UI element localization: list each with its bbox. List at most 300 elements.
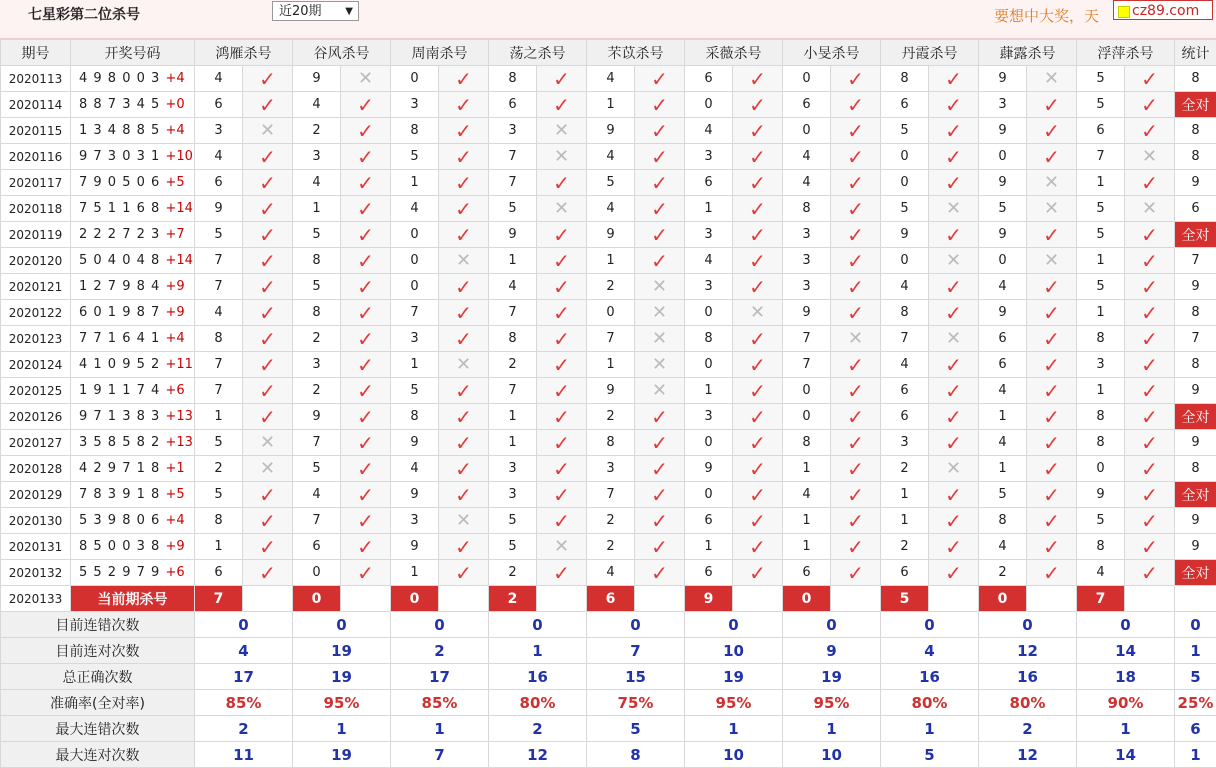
kill-number-cell: 7 (195, 378, 243, 404)
issue-cell: 2020116 (1, 144, 71, 170)
check-icon: ✓ (651, 144, 668, 169)
stat-cell: 8 (1175, 352, 1216, 378)
check-icon: ✓ (259, 144, 276, 169)
kill-number-cell: 5 (293, 274, 341, 300)
result-mark-cell (929, 300, 979, 326)
check-icon: ✓ (455, 326, 472, 351)
result-mark-cell (1027, 170, 1077, 196)
cross-icon: ✕ (259, 432, 276, 453)
result-mark-cell (439, 560, 489, 586)
column-header: 统计 (1175, 40, 1216, 66)
cross-icon: ✕ (1043, 68, 1060, 89)
cross-icon: ✕ (455, 354, 472, 375)
check-icon: ✓ (357, 404, 374, 429)
issue-cell: 2020122 (1, 300, 71, 326)
column-header: 采薇杀号 (685, 40, 783, 66)
result-mark-cell (831, 430, 881, 456)
result-mark-cell (341, 326, 391, 352)
kill-number-cell: 9 (391, 430, 439, 456)
kill-number-cell: 8 (489, 66, 537, 92)
kill-number-cell: 9 (783, 300, 831, 326)
kill-number-cell: 8 (1077, 430, 1125, 456)
kill-number-cell: 2 (881, 534, 929, 560)
check-icon: ✓ (357, 170, 374, 195)
site-logo[interactable] (1113, 0, 1213, 20)
draw-numbers-cell (71, 378, 195, 404)
column-header: 蕼露杀号 (979, 40, 1077, 66)
result-mark-cell (341, 118, 391, 144)
check-icon: ✓ (1141, 92, 1158, 117)
table-row (1, 222, 1216, 248)
kill-number-cell: 2 (489, 560, 537, 586)
check-icon: ✓ (553, 274, 570, 299)
result-mark-cell (537, 352, 587, 378)
cross-icon: ✕ (651, 354, 668, 375)
table-row (1, 170, 1216, 196)
summary-value: 2 (979, 716, 1077, 742)
kill-number-cell: 9 (391, 534, 439, 560)
result-mark-cell (635, 118, 685, 144)
cross-icon: ✕ (1043, 198, 1060, 219)
column-header: 开奖号码 (71, 40, 195, 66)
draw-digits: 4 2 9 7 1 8 (79, 461, 161, 476)
summary-value: 9 (783, 638, 881, 664)
draw-numbers-cell (71, 560, 195, 586)
check-icon: ✓ (749, 456, 766, 481)
kill-number-cell: 8 (195, 326, 243, 352)
result-mark-cell (831, 92, 881, 118)
check-icon: ✓ (847, 66, 864, 91)
kill-number-cell: 7 (783, 326, 831, 352)
check-icon: ✓ (945, 560, 962, 585)
issue-cell: 2020123 (1, 326, 71, 352)
check-icon: ✓ (945, 144, 962, 169)
check-icon: ✓ (651, 560, 668, 585)
kill-number-cell: 2 (587, 274, 635, 300)
result-mark-cell (537, 430, 587, 456)
summary-value: 16 (881, 664, 979, 690)
result-mark-cell (831, 300, 881, 326)
check-icon: ✓ (1141, 534, 1158, 559)
kill-number-cell: 4 (391, 196, 439, 222)
chevron-down-icon: ▼ (345, 6, 353, 17)
check-icon: ✓ (553, 430, 570, 455)
kill-number-cell: 7 (489, 300, 537, 326)
summary-value: 0 (489, 612, 587, 638)
summary-value: 2 (391, 638, 489, 664)
result-mark-cell (733, 482, 783, 508)
kill-number-cell: 6 (685, 66, 733, 92)
kill-number-cell: 8 (195, 508, 243, 534)
issue-cell: 2020117 (1, 170, 71, 196)
kill-number-cell: 9 (391, 482, 439, 508)
issue-cell: 2020125 (1, 378, 71, 404)
check-icon: ✓ (357, 274, 374, 299)
kill-number-cell: 3 (489, 456, 537, 482)
result-mark-cell (243, 66, 293, 92)
result-mark-cell (1125, 456, 1175, 482)
result-mark-cell (439, 274, 489, 300)
column-header: 荡之杀号 (489, 40, 587, 66)
result-mark-cell (439, 326, 489, 352)
result-mark-cell (341, 170, 391, 196)
kill-number-cell: 8 (783, 430, 831, 456)
check-icon: ✓ (455, 404, 472, 429)
result-mark-cell (1027, 248, 1077, 274)
check-icon: ✓ (847, 196, 864, 221)
summary-row (1, 612, 1216, 638)
draw-digits: 1 2 7 9 8 4 (79, 279, 161, 294)
kill-number-cell: 4 (783, 144, 831, 170)
kill-number-cell: 6 (685, 170, 733, 196)
summary-value: 0 (783, 612, 881, 638)
result-mark-cell (1027, 352, 1077, 378)
cross-icon: ✕ (945, 250, 962, 271)
kill-number-cell: 5 (195, 430, 243, 456)
current-kill-number: 5 (881, 586, 929, 612)
issue-cell: 2020127 (1, 430, 71, 456)
check-icon: ✓ (1043, 404, 1060, 429)
check-icon: ✓ (455, 482, 472, 507)
summary-value: 90% (1077, 690, 1175, 716)
check-icon: ✓ (651, 118, 668, 143)
kill-number-cell: 0 (685, 482, 733, 508)
result-mark-cell (831, 66, 881, 92)
check-icon: ✓ (749, 560, 766, 585)
draw-sum: +7 (165, 227, 185, 242)
summary-row (1, 664, 1216, 690)
draw-sum: +1 (165, 461, 185, 476)
check-icon: ✓ (455, 170, 472, 195)
check-icon: ✓ (847, 144, 864, 169)
cross-icon: ✕ (651, 302, 668, 323)
draw-sum: +5 (165, 487, 185, 502)
check-icon: ✓ (945, 482, 962, 507)
result-mark-cell (341, 404, 391, 430)
check-icon: ✓ (945, 118, 962, 143)
kill-number-cell: 1 (979, 456, 1027, 482)
check-icon: ✓ (1043, 456, 1060, 481)
kill-number-cell: 6 (783, 92, 831, 118)
draw-digits: 2 2 2 7 2 3 (79, 227, 161, 242)
kill-number-cell: 4 (979, 534, 1027, 560)
stat-cell: 9 (1175, 274, 1216, 300)
result-mark-cell (635, 352, 685, 378)
draw-digits: 5 5 2 9 7 9 (79, 565, 161, 580)
result-mark-cell (733, 248, 783, 274)
logo-text: cz89.com (1132, 3, 1200, 19)
result-mark-cell (439, 352, 489, 378)
check-icon: ✓ (455, 222, 472, 247)
result-mark-cell (537, 482, 587, 508)
kill-number-cell: 0 (783, 378, 831, 404)
result-mark-cell (243, 378, 293, 404)
kill-number-cell: 7 (195, 352, 243, 378)
result-mark-cell (341, 92, 391, 118)
result-mark-cell (243, 352, 293, 378)
result-mark-cell (537, 534, 587, 560)
period-select[interactable] (272, 1, 359, 21)
summary-value: 10 (685, 742, 783, 768)
result-mark-cell (635, 66, 685, 92)
cross-icon: ✕ (455, 250, 472, 271)
kill-number-cell: 3 (685, 404, 733, 430)
result-mark-cell (243, 560, 293, 586)
kill-number-cell: 1 (587, 92, 635, 118)
kill-number-table (0, 39, 1216, 768)
summary-value: 10 (783, 742, 881, 768)
summary-value: 19 (783, 664, 881, 690)
check-icon: ✓ (651, 456, 668, 481)
summary-value: 8 (587, 742, 685, 768)
check-icon: ✓ (945, 66, 962, 91)
kill-number-cell: 3 (685, 222, 733, 248)
check-icon: ✓ (455, 196, 472, 221)
check-icon: ✓ (1141, 170, 1158, 195)
summary-label: 最大连错次数 (1, 716, 195, 742)
summary-value: 1 (1175, 638, 1216, 664)
check-icon: ✓ (847, 300, 864, 325)
check-icon: ✓ (749, 274, 766, 299)
check-icon: ✓ (455, 300, 472, 325)
check-icon: ✓ (357, 352, 374, 377)
kill-number-cell: 1 (195, 534, 243, 560)
result-mark-cell (537, 560, 587, 586)
table-row (1, 92, 1216, 118)
issue-cell: 2020113 (1, 66, 71, 92)
check-icon: ✓ (1043, 326, 1060, 351)
check-icon: ✓ (1043, 534, 1060, 559)
kill-number-cell: 1 (391, 170, 439, 196)
draw-numbers-cell (71, 534, 195, 560)
kill-number-cell: 3 (391, 508, 439, 534)
issue-cell: 2020121 (1, 274, 71, 300)
kill-number-cell: 9 (489, 222, 537, 248)
table-row (1, 274, 1216, 300)
issue-cell: 2020124 (1, 352, 71, 378)
result-mark-cell (439, 248, 489, 274)
result-mark-cell (537, 300, 587, 326)
kill-number-cell: 1 (685, 196, 733, 222)
result-mark-cell (831, 378, 881, 404)
issue-cell: 2020131 (1, 534, 71, 560)
check-icon: ✓ (945, 508, 962, 533)
result-mark-cell (537, 66, 587, 92)
result-mark-cell (831, 482, 881, 508)
stat-cell: 8 (1175, 456, 1216, 482)
kill-number-cell: 7 (293, 508, 341, 534)
kill-number-cell: 5 (881, 196, 929, 222)
check-icon: ✓ (847, 482, 864, 507)
summary-value: 11 (195, 742, 293, 768)
empty-cell (1125, 586, 1175, 612)
kill-number-cell: 9 (979, 170, 1027, 196)
check-icon: ✓ (553, 404, 570, 429)
draw-digits: 8 5 0 0 3 8 (79, 539, 161, 554)
kill-number-cell: 6 (881, 560, 929, 586)
current-kill-number: 6 (587, 586, 635, 612)
kill-number-cell: 1 (685, 378, 733, 404)
result-mark-cell (439, 404, 489, 430)
check-icon: ✓ (455, 144, 472, 169)
check-icon: ✓ (1043, 222, 1060, 247)
kill-number-cell: 8 (391, 118, 439, 144)
summary-value: 0 (293, 612, 391, 638)
summary-value: 95% (685, 690, 783, 716)
issue-cell: 2020130 (1, 508, 71, 534)
summary-label: 目前连错次数 (1, 612, 195, 638)
summary-value: 0 (391, 612, 489, 638)
check-icon: ✓ (945, 404, 962, 429)
check-icon: ✓ (945, 274, 962, 299)
result-mark-cell (831, 274, 881, 300)
result-mark-cell (537, 378, 587, 404)
result-mark-cell (439, 430, 489, 456)
result-mark-cell (243, 118, 293, 144)
check-icon: ✓ (259, 196, 276, 221)
check-icon: ✓ (847, 248, 864, 273)
kill-number-cell: 5 (391, 378, 439, 404)
cross-icon: ✕ (651, 380, 668, 401)
cross-icon: ✕ (651, 276, 668, 297)
check-icon: ✓ (259, 248, 276, 273)
kill-number-cell: 4 (391, 456, 439, 482)
kill-number-cell: 1 (195, 404, 243, 430)
result-mark-cell (1125, 248, 1175, 274)
result-mark-cell (537, 404, 587, 430)
kill-number-cell: 7 (587, 482, 635, 508)
cross-icon: ✕ (945, 328, 962, 349)
stat-cell: 7 (1175, 326, 1216, 352)
check-icon: ✓ (455, 560, 472, 585)
kill-number-cell: 2 (293, 326, 341, 352)
kill-number-cell: 4 (195, 66, 243, 92)
kill-number-cell: 8 (979, 508, 1027, 534)
stat-cell: 9 (1175, 534, 1216, 560)
summary-value: 1 (293, 716, 391, 742)
kill-number-cell: 9 (881, 222, 929, 248)
result-mark-cell (537, 144, 587, 170)
summary-label: 目前连对次数 (1, 638, 195, 664)
result-mark-cell (243, 92, 293, 118)
summary-value: 0 (1077, 612, 1175, 638)
kill-number-cell: 0 (293, 560, 341, 586)
kill-number-cell: 0 (391, 222, 439, 248)
check-icon: ✓ (1043, 508, 1060, 533)
check-icon: ✓ (357, 456, 374, 481)
kill-number-cell: 6 (1077, 118, 1125, 144)
kill-number-cell: 9 (979, 222, 1027, 248)
kill-number-cell: 7 (195, 274, 243, 300)
check-icon: ✓ (553, 66, 570, 91)
result-mark-cell (929, 482, 979, 508)
result-mark-cell (1125, 196, 1175, 222)
check-icon: ✓ (357, 430, 374, 455)
check-icon: ✓ (259, 300, 276, 325)
table-row (1, 66, 1216, 92)
kill-number-cell: 5 (489, 508, 537, 534)
result-mark-cell (243, 274, 293, 300)
kill-number-cell: 8 (293, 300, 341, 326)
kill-number-cell: 5 (1077, 508, 1125, 534)
check-icon: ✓ (553, 378, 570, 403)
table-row (1, 300, 1216, 326)
result-mark-cell (1027, 508, 1077, 534)
empty-cell (341, 586, 391, 612)
all-correct-badge: 全对 (1175, 222, 1216, 248)
result-mark-cell (733, 222, 783, 248)
result-mark-cell (929, 196, 979, 222)
issue-cell: 2020118 (1, 196, 71, 222)
check-icon: ✓ (259, 92, 276, 117)
empty-cell (929, 586, 979, 612)
kill-number-cell: 6 (489, 92, 537, 118)
cross-icon: ✕ (1141, 198, 1158, 219)
check-icon: ✓ (455, 534, 472, 559)
kill-number-cell: 7 (293, 430, 341, 456)
kill-number-cell: 0 (783, 404, 831, 430)
logo-mark-icon (1118, 6, 1130, 18)
draw-sum: +6 (165, 383, 185, 398)
result-mark-cell (341, 482, 391, 508)
check-icon: ✓ (847, 508, 864, 533)
result-mark-cell (831, 404, 881, 430)
result-mark-cell (635, 222, 685, 248)
check-icon: ✓ (945, 170, 962, 195)
kill-number-cell: 6 (979, 352, 1027, 378)
result-mark-cell (243, 196, 293, 222)
issue-cell: 2020132 (1, 560, 71, 586)
kill-number-cell: 4 (293, 170, 341, 196)
cross-icon: ✕ (259, 120, 276, 141)
check-icon: ✓ (455, 92, 472, 117)
result-mark-cell (341, 378, 391, 404)
draw-digits: 9 7 1 3 8 3 (79, 409, 161, 424)
kill-number-cell: 5 (293, 456, 341, 482)
kill-number-cell: 8 (881, 300, 929, 326)
result-mark-cell (929, 560, 979, 586)
check-icon: ✓ (651, 222, 668, 247)
check-icon: ✓ (357, 534, 374, 559)
summary-value: 1 (391, 716, 489, 742)
check-icon: ✓ (553, 352, 570, 377)
result-mark-cell (1125, 534, 1175, 560)
table-row (1, 404, 1216, 430)
result-mark-cell (341, 274, 391, 300)
result-mark-cell (1125, 352, 1175, 378)
summary-value: 1 (1077, 716, 1175, 742)
summary-value: 1 (783, 716, 881, 742)
kill-number-cell: 0 (685, 430, 733, 456)
kill-number-cell: 4 (587, 66, 635, 92)
kill-number-cell: 1 (685, 534, 733, 560)
result-mark-cell (243, 508, 293, 534)
kill-number-cell: 3 (979, 92, 1027, 118)
summary-value: 85% (195, 690, 293, 716)
current-issue-cell: 2020133 (1, 586, 71, 612)
check-icon: ✓ (553, 326, 570, 351)
kill-number-cell: 9 (293, 66, 341, 92)
stat-cell: 7 (1175, 248, 1216, 274)
check-icon: ✓ (1141, 430, 1158, 455)
result-mark-cell (243, 534, 293, 560)
stat-cell: 9 (1175, 430, 1216, 456)
result-mark-cell (635, 248, 685, 274)
kill-number-cell: 0 (391, 66, 439, 92)
kill-number-cell: 1 (1077, 300, 1125, 326)
kill-number-cell: 8 (587, 430, 635, 456)
summary-label: 总正确次数 (1, 664, 195, 690)
